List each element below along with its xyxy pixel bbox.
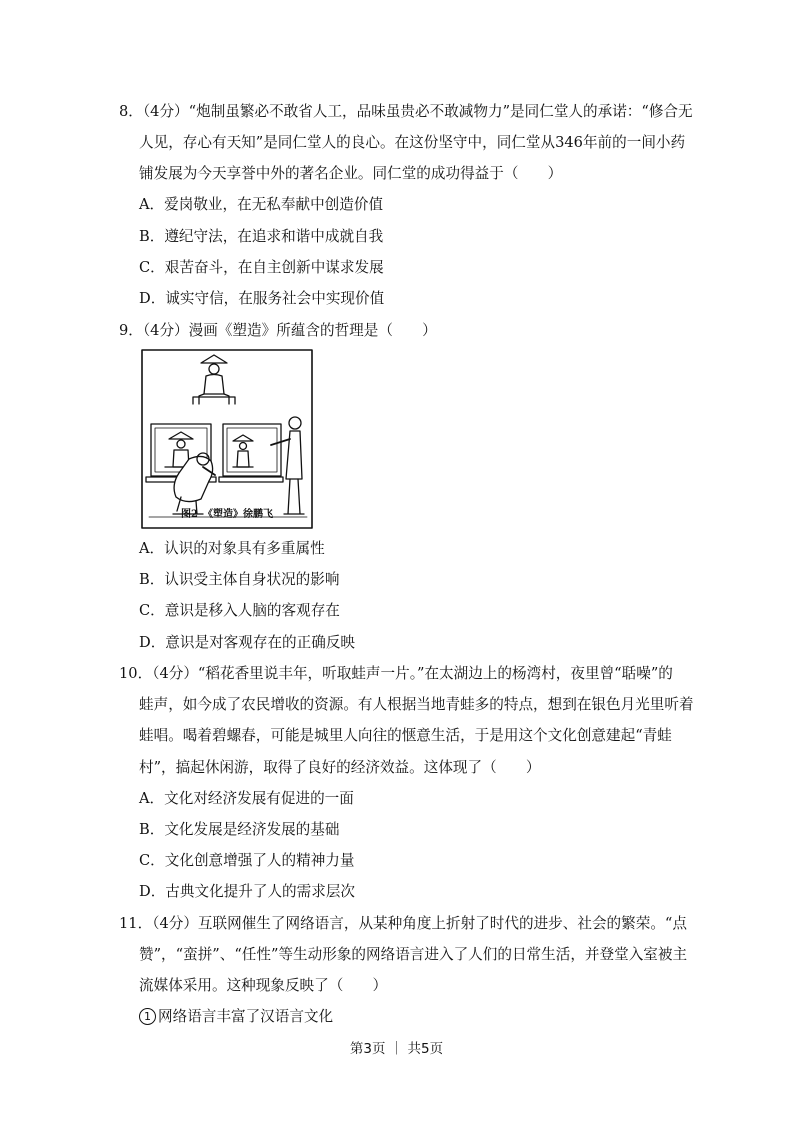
q8-option-b: B．遵纪守法，在追求和谐中成就自我	[139, 228, 384, 245]
cartoon-caption: 图2 《塑造》徐鹏飞	[181, 509, 273, 520]
q10-stem-line-3: 蛙唱。喝着碧螺春，可能是城里人向往的惬意生活，于是用这个文化创意建起“青蛙	[139, 727, 672, 744]
q9-option-d: D．意识是对客观存在的正确反映	[139, 634, 356, 651]
page-footer: 第3页 ｜ 共5页	[349, 1041, 444, 1057]
q8-option-a: A．爱岗敬业，在无私奉献中创造价值	[139, 196, 384, 213]
q11-item-1-text: 网络语言丰富了汉语言文化	[158, 1008, 334, 1025]
q10-stem-line-2: 蛙声，如今成了农民增收的资源。有人根据当地青蛙多的特点，想到在银色月光里听着	[139, 696, 694, 713]
q8-option-c: C．艰苦奋斗，在自主创新中谋求发展	[139, 259, 384, 276]
q9-option-b: B．认识受主体自身状况的影响	[139, 571, 340, 588]
q9-stem-line-1: 9．（4分）漫画《塑造》所蕴含的哲理是（ ）	[119, 322, 437, 339]
q11-stem-line-2: 赞”，“蛮拼”、“任性”等生动形象的网络语言进入了人们的日常生活，并登堂入室被主	[139, 946, 688, 963]
q10-option-c: C．文化创意增强了人的精神力量	[139, 852, 355, 869]
q11-stem-line-1: 11．（4分）互联网催生了网络语言，从某种角度上折射了时代的进步、社会的繁荣。“点	[119, 915, 687, 932]
q10-option-a: A．文化对经济发展有促进的一面	[139, 790, 354, 807]
q8-stem-line-1: 8．（4分）“炮制虽繁必不敢省人工，品味虽贵必不敢减物力”是同仁堂人的承诺：“修合无	[119, 103, 693, 120]
q10-option-b: B．文化发展是经济发展的基础	[139, 821, 340, 838]
q9-option-c: C．意识是移入人脑的客观存在	[139, 602, 340, 619]
q10-stem-line-1: 10．（4分）“稻花香里说丰年，听取蛙声一片。”在太湖边上的杨湾村，夜里曾“聒噪”的	[119, 665, 673, 682]
q11-stem-line-3: 流媒体采用。这种现象反映了（ ）	[139, 977, 388, 994]
q10-option-d: D．古典文化提升了人的需求层次	[139, 883, 356, 900]
q11-item-1	[139, 1008, 333, 1026]
q8-stem-line-2: 人见，存心有天知”是同仁堂人的良心。在这份坚守中，同仁堂从346年前的一间小药	[139, 134, 686, 151]
q8-option-d: D．诚实守信，在服务社会中实现价值	[139, 290, 385, 307]
q8-stem-line-3: 铺发展为今天享誉中外的著名企业。同仁堂的成功得益于（ ）	[139, 165, 563, 182]
q10-stem-line-4: 村”，搞起休闲游，取得了良好的经济效益。这体现了（ ）	[139, 759, 541, 776]
circled-number: 1	[139, 1008, 156, 1025]
cartoon-figure	[141, 349, 313, 529]
q9-option-a: A．认识的对象具有多重属性	[139, 540, 325, 557]
